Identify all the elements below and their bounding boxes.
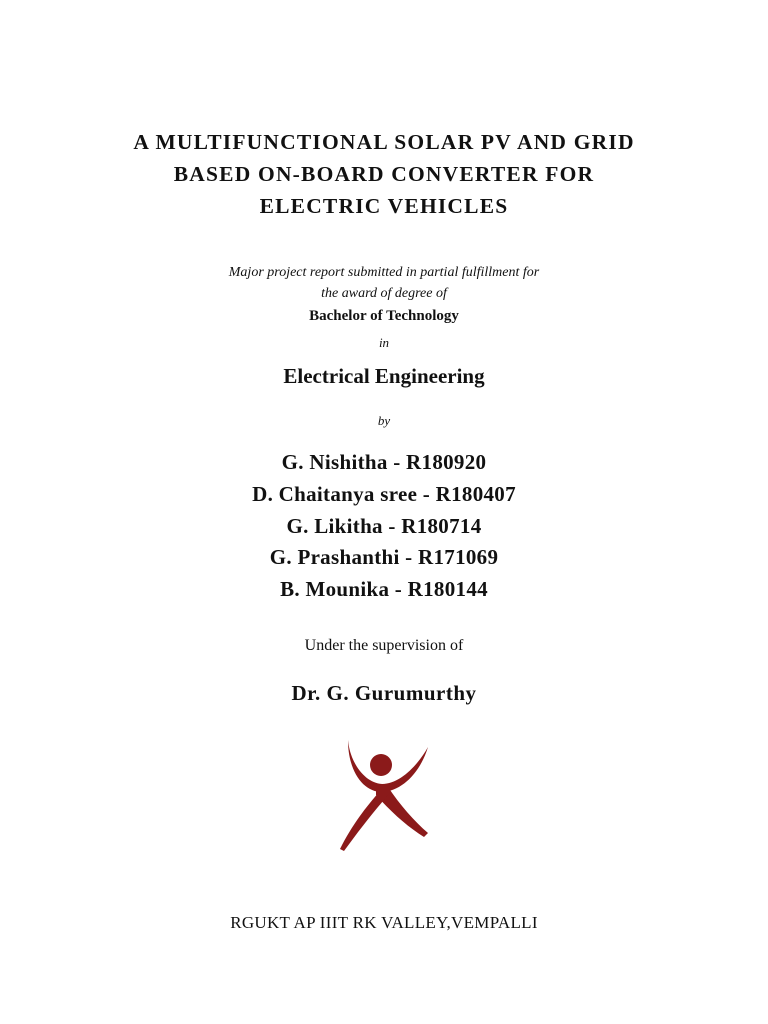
author-item: D. Chaitanya sree - R180407 [252, 481, 516, 506]
in-connector: in [378, 335, 390, 350]
branch-name: Electrical Engineering [283, 364, 485, 388]
report-title-line: BASED ON-BOARD CONVERTER FOR [173, 162, 595, 186]
submission-statement-line: Major project report submitted in partial fulfillment for [228, 265, 540, 280]
report-title-line: A MULTIFUNCTIONAL SOLAR PV AND GRID [133, 130, 635, 154]
submission-statement-line: the award of degree of [321, 286, 447, 301]
author-item: G. Prashanthi - R171069 [269, 545, 499, 570]
author-item: G. Likitha - R180714 [286, 513, 482, 538]
report-title-line: ELECTRIC VEHICLES [259, 194, 509, 218]
report-title [60, 126, 708, 222]
author-item: G. Nishitha - R180920 [281, 450, 487, 474]
supervision-label: Under the supervision of [304, 637, 464, 654]
submission-statement [150, 262, 618, 304]
author-item: B. Mounika - R180144 [280, 577, 488, 602]
institute-name: RGUKT AP IIIT RK VALLEY,VEMPALLI [230, 913, 538, 932]
author-list [0, 447, 768, 606]
by-connector: by [377, 413, 391, 428]
supervisor-name: Dr. G. Gurumurthy [291, 681, 477, 705]
rgukt-figure-logo-icon [330, 735, 440, 855]
degree-name: Bachelor of Technology [309, 308, 459, 324]
